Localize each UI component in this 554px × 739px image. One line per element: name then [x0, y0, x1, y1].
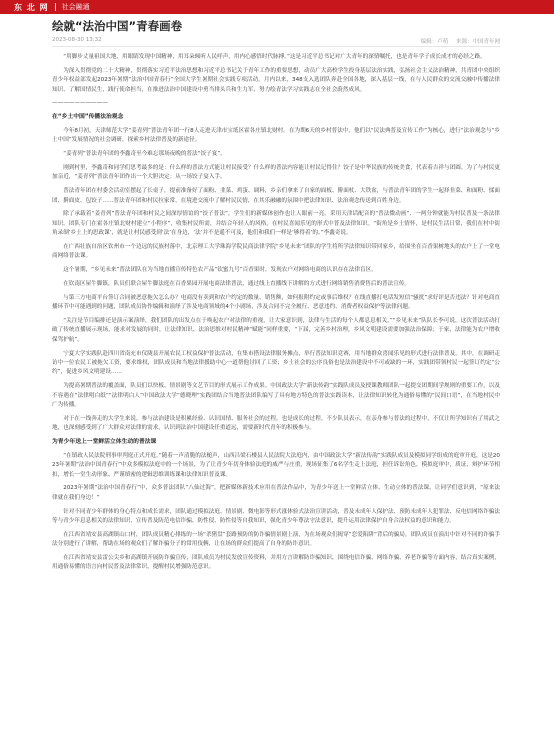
article-paragraph: 在江西省靖安县雷公尖乡和高湖镇开展防诈骗宣传，团队成员为村民发放宣传资料，并用方言讲解防诈骗知识，围绕电信诈骗、网络诈骗、养老诈骗等方面内容，结合真实案例，用通俗易懂的语言向村民普及法律常识，提醒村民增强防范意识。 [52, 555, 500, 571]
site-logo[interactable]: 东 北 网 [14, 2, 49, 12]
article-paragraph: 针对不同青少年群体的身心特点和成长需求，团队通过模拟法庭、情景剧、微电影等形式涨体验式法治宣讲活动，普及未成年人保护法、预防未成年人犯罪法、反电信网络诈骗法等与青少年息息相关的法律知识，宣传普及防范电信诈骗、防性侵、防性侵等自我知识，强化青少年尊法守法意识，提升运用法律保护自身合法权益的意识和能力。 [52, 508, 500, 525]
meta-divider [52, 46, 500, 47]
editor-label: 编辑：卢萌 [420, 39, 449, 45]
article-paragraph: 在钦南区屋牛脚镇，队员们联合屋牛脚法庭在百香果园开展电商法律普法，通过线上直播线下讲解的方式进行网络销售消费售后的普法宣传。 [63, 281, 411, 288]
publish-date: 2023-08-30 13:32 [52, 37, 102, 43]
article-paragraph: 宁夏大学实践队赴四川省南充市仪陇县开展农民工权益保护普法活动，在集市搭设法律服务摊点，举行普法知识竞赛，用当地群众喜闻乐见的形式进行法律普及。其中，在调研走访中一位农民工被拖欠工资，要求维权，团队成员和当地法律援助中心一道帮他讨回了工资；乡土社会的公序良俗也是法治建设中不可或缺的一环，实践团带领村民一起签订约定“公约”，促进乡风文明建设…… [52, 350, 500, 376]
article-paragraph: “姜青列”普法青年团的李鑫奇至今难忘那场夜晚的普法“饺子宴”。 [63, 151, 226, 158]
article-body [52, 53, 500, 733]
article-meta [52, 37, 500, 45]
article-paragraph: 对于在一线奔走的大学生来说，参与法治建设是积累经验、认识国情、服务社会的过程，也是成长的过程。不少队员表示，在亲身参与普法的过程中，不仅让所学知识有了用武之地，也深刻感受到了广大群众对法律的需求，认识到法治中国建设任重道远，需要新时代青年的积极参与。 [52, 415, 500, 432]
article-paragraph: “用脚步丈量祖国大地，用眼睛发现中国精神，用耳朵倾听人民呼声，用内心感悟时代脉搏。”这是习近平总书记对广大青年的深情嘱托，也是青年学子成长成才的必经之路。 [63, 54, 486, 60]
article-paragraph: 普法青年团在村委会活动室摆起了长桌子，提前准备好了面粉、韭菜、鸡蛋、调料，乡亲们拿来了自家的面板、擀面杖、大铁盆，与普法青年团的学生一起择韭菜、和面粉、揉面团、擀面皮、包饺子……普法青年团和村民拉家常，在境进交流中了解村民民情，在其乐融融的氛围中把法律知识、法治观念传送到百姓身边。 [52, 188, 500, 204]
article-paragraph: 这个暑期，“乡见未来”普法团队在为当地直播宣传特色农产品“钦蜜九号”百香果时，发现农户对网络电商的认识存在法律盲区。 [63, 267, 377, 274]
article-paragraph: 除了承载着“姜青列”普法青年团和村民之间深厚情谊的“饺子普法”，学生们的新媒体创作也让人眼前一亮。采用天津话配音的“普法微动画”、一两分钟就能为村民普及一条法律知识。团队专门在霍各庄镇北财村建立“小程序”，收集村民所需，并结合年轻人的风格，在村民喜闻乐见的形式中普及法律知识。“街角是乡土情怀，是村民生活日常，我们在村中街角录制‘乡土上的思政课’，就是让村民感受到‘法’在身边，‘法’并不是遥不可及，他们和我们一样是‘够得着’的。”李鑫奇说。 [52, 211, 500, 237]
source-label: 来源：中国青年网 [455, 39, 500, 45]
article-paragraph: 2023年暑期“法治中国青春行”中，众多普法团队“八仙过海”，把新媒体新技术应用在普法作品中，为青少年送上一堂鲜活立体、生动立体的普法课，让同学们意识到，“原来法律就在我们身边！” [52, 485, 500, 501]
section-heading: 在“乡土中国”传播法治观念 [52, 114, 124, 121]
article-paragraph: 为提高暑期普法的覆盖面，队员们以快板、情景剧等文艺节目的形式展示工作成果。中国政法大学“新法传韵”实践队成员及授课教师团队一起提交团期间学规则的重要工作，以及不容遇在“法律明白纸”“法律明白人”中国政法大学“德晓理”实践团结合当地普法团队编写了具有地方特色的普法实践读本，让法律知识转化为通俗易懂的“民间口语”，在当地村民中广为传播。 [52, 383, 500, 409]
article-paragraph: “关注是节目编排还是演示案演绎，我们团队的出发点在于唤起农户对法律的重视，让大家意识到，法律与生活的每个人都息息相关。”“乡见未来”队队长李可说，这次普法活动打破了传统直播展示现场，能求对发展的同时，让法律知识、法治思维对村民精神“赋能”同样重要，“下届，完善乡村治理，乡风文明建设需要加强法治保障；于家，法律能为农户增收保驾护航”。 [52, 318, 500, 343]
article-paragraph: 在江西省靖安县高湖镇山口村，团队成员精心排练的一场“杀猪盘”套路预防的防诈骗情景剧上演，为在场观众们揭穿“恋爱陷阱”背后的骗局。团队成员在演出中针对不同的诈骗手法分别进行了讲解，帮助在场的观众们了解诈骗分子的常用伎俩，让在场的群众们提高了自身的防诈意识。 [52, 531, 500, 548]
section-heading: 为青少年送上一堂鲜活立体生动的普法课 [52, 439, 157, 446]
top-banner [0, 0, 554, 14]
article-paragraph: 与第三方电商平台签订合同被恶意拖欠怎么办？电商没有卖到和农户约定的数量、销售额，如何报附约定或事后维权？在线直播打电话发短信“骚扰”求好评是否违法？针对电商直播环节中可能遇到的问题，团队成员协作编辑和演绎了涉及电商领域的4个小剧场，涉及合同不完全履行、恶意违约、消费者权益保护等法律问题。 [52, 294, 500, 311]
article-paragraph: 在广西壮族自治区钦州市一个边远的民族村落中，北京理工大学珠海学院民商法律学院“乡见未来”团队的学生将所学法律知识带回家乡，给围坐在百香果树地头的农户上了一堂电商网络普法课。 [52, 244, 500, 260]
article-paragraph: 今年8月初，天津师范大学“姜青列”普法青年团一行8人走进天津市宝坻区霍各庄镇北财村。在为期6天的乡村普法中，他们以“民法典普及宣传工作”为核心，进行“法治观念与“乡土中国”发展情况的社会调研，探索乡村法律普及的新途径。 [52, 128, 500, 144]
article-paragraph: 为深入贯彻党的二十大精神，贯彻落实习近平法治思想和习近平总书记关于青年工作的重要思想，动员广大高校学生投身基层法治实践，弘扬社会主义法治精神，共青团中央组织青少年权益部发起2023年暑期“法治中国青春行”全国大学生暑期社会实践专项活动。月内以来，348支入选团队奔赴全国各地，深入基层一线，在与人民群众的交流交融中传播法律知识、了解国情民生，践行使命担当，在推进法治中国建设中勇当排头兵和生力军，努力绘青法学习实践志在全社会蔚然成风。 [52, 67, 500, 93]
article-paragraph: “在镇政人民法院刑事审判庭正式开庭。”随着一声清脆的法槌声，山西吕梁石楼县人民法院大法庭内，由中国政法大学“新法传韵”实践队成员及模拟同学组成的庭审开庭，这是2023年暑期“法治中国青春行”中众多模拟法庭中的一个场景，为了让青少年切身体验法庭的威严与庄重，现场征集了6名学生走上法庭，担任诉讼角色，模拟庭审中，质证、辩护环节相扣，增长一堂生动形象、严谨缜密的逻辑思维训练课和法律知识普及课。 [52, 452, 500, 478]
article-title: 绘就“法治中国”青春画卷 [52, 19, 183, 33]
banner-separator [55, 3, 56, 11]
meta-right [415, 37, 500, 45]
article-paragraph: 刚到村里，李鑫奇和同学们思考最多的是：什么样的普法方式能让村民接受？什么样的普法内容能让村民记得住？饺子是中华民族的传统美食，代表着吉祥与团圆。为了与村民更加亲近，“姜青列”普法青年团作出一个大胆决定：从一场饺子宴入手。 [52, 165, 500, 181]
channel-name[interactable]: 社会融通 [61, 3, 90, 11]
section-divider: —————————— [52, 100, 108, 107]
